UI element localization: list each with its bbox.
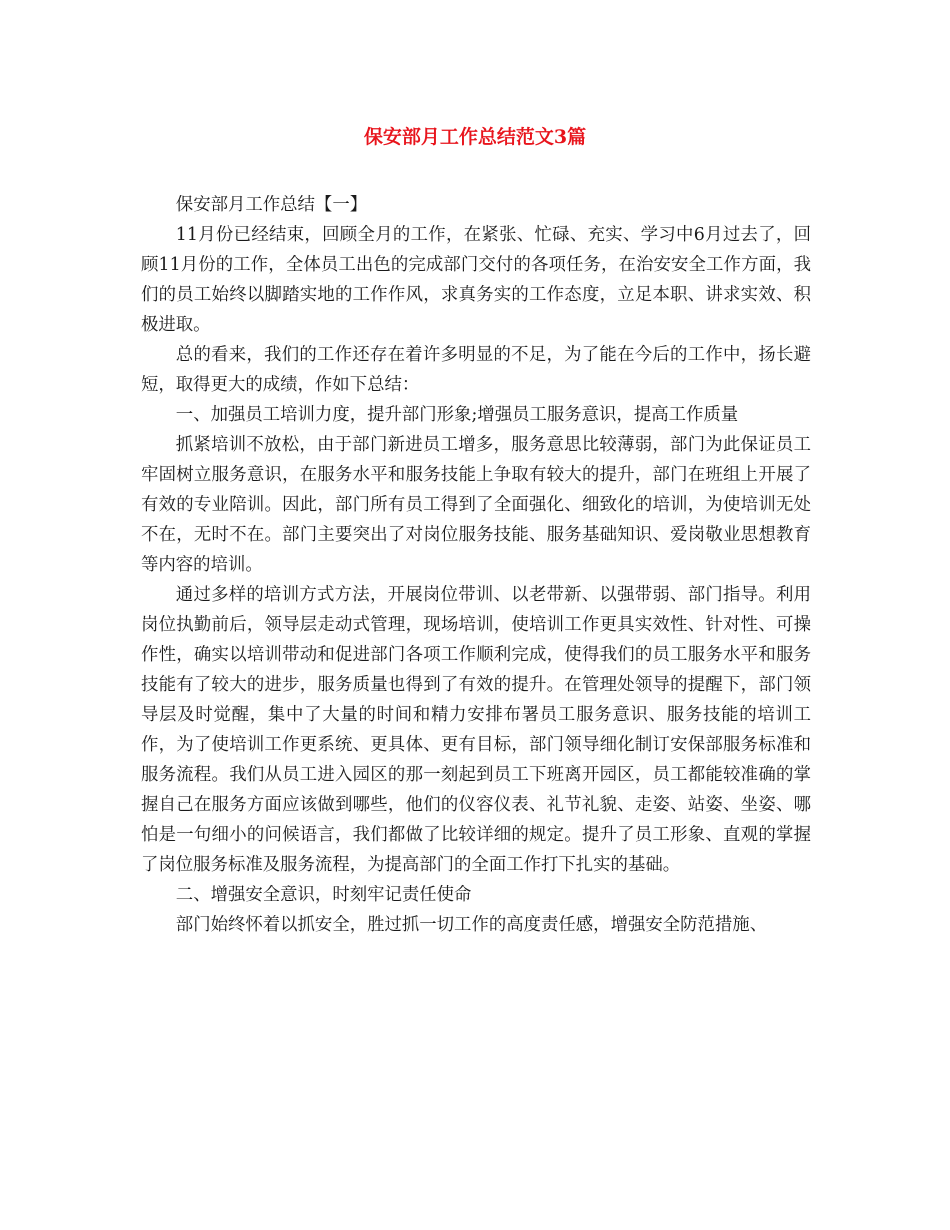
body-paragraph: 抓紧培训不放松，由于部门新进员工增多，服务意思比较薄弱，部门为此保证员工牢固树立服务意识，在服务水平和服务技能上争取有较大的提升，部门在班组上开展了有效的专业陪训。因此，部门所有员工得到了全面强化、细致化的培训，为使培训无处不在，无时不在。部门主要突出了对岗位服务技能、服务基础知识、爱岗敬业思想教育等内容的培训。 xyxy=(141,435,811,575)
section-heading: 保安部月工作总结【一】 xyxy=(175,195,368,215)
body-paragraph: 部门始终怀着以抓安全，胜过抓一切工作的高度责任感，增强安全防范措施、 xyxy=(175,915,768,935)
body-paragraph: 通过多样的培训方式方法，开展岗位带训、以老带新、以强带弱、部门指导。利用岗位执勤前后，领导层走动式管理，现场培训，使培训工作更具实效性、针对性、可操作性，确实以培训带动和促进部门各项工作顺利完成，使得我们的员工服务水平和服务技能有了较大的进步，服务质量也得到了有效的提升。在管理处领导的提醒下，部门领导层及时觉醒，集中了大量的时间和精力安排布署员工服务意识、服务技能的培训工作，为了使培训工作更系统、更具体、更有目标，部门领导细化制订安保部服务标准和服务流程。我们从员工进入园区的那一刻起到员工下班离开园区，员工都能较准确的掌握自己在服务方面应该做到哪些，他们的仪容仪表、礼节礼貌、走姿、站姿、坐姿、哪怕是一句细小的问候语言，我们都做了比较详细的规定。提升了员工形象、直观的掌握了岗位服务标准及服务流程，为提高部门的全面工作打下扎实的基础。 xyxy=(141,585,811,875)
body-paragraph: 总的看来，我们的工作还存在着许多明显的不足，为了能在今后的工作中，扬长避短，取得更大的成绩，作如下总结： xyxy=(141,345,811,395)
subsection-heading: 一、加强员工培训力度，提升部门形象;增强员工服务意识，提高工作质量 xyxy=(175,405,739,425)
body-paragraph: 11月份已经结束，回顾全月的工作，在紧张、忙碌、充实、学习中6月过去了，回顾11月份的工作，全体员工出色的完成部门交付的各项任务，在治安安全工作方面，我们的员工始终以脚踏实地的工作作风，求真务实的工作态度，立足本职、讲求实效、积极进取。 xyxy=(141,225,811,335)
document-title: 保安部月工作总结范文3篇 xyxy=(363,126,587,148)
subsection-heading: 二、增强安全意识，时刻牢记责任使命 xyxy=(175,885,472,905)
document-body xyxy=(141,190,811,940)
